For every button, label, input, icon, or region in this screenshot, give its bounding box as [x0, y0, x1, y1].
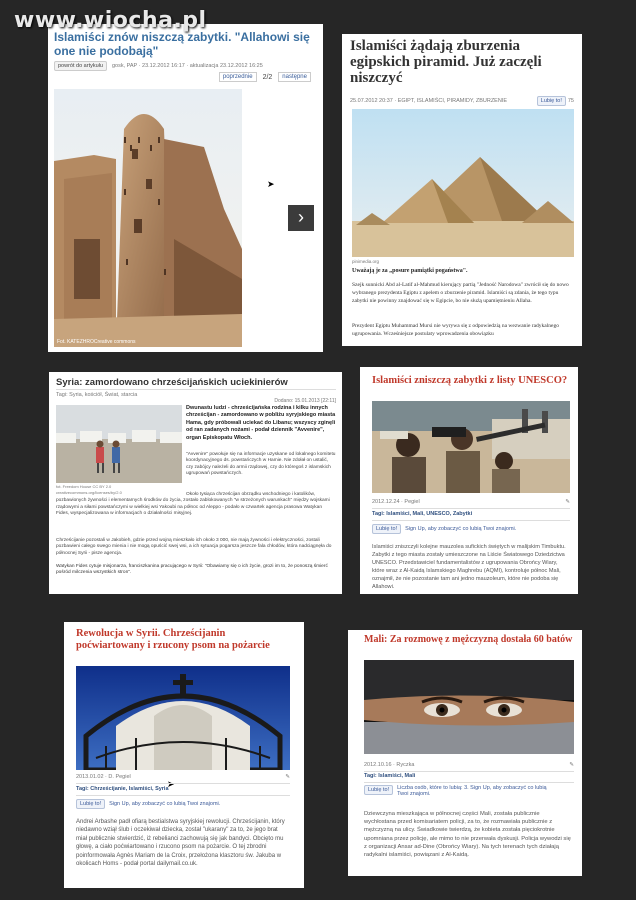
- article-paragraph: Chrześcijanie pozostali w Jakobieh, gdzie przed wojną mieszkało ich około 3 000, nie mają żywności i elektryczności, zostali pozbawieni całego swego mienia i nie mogą opuścić swej wsi, a ich sytuacja pogarsza jeszcze fala chłodów, która nadciągnęła do północnej Syrii - pisze agencja.: [56, 538, 332, 556]
- photo-caption-license: creativecommons.org/licenses/by/2.0: [56, 490, 122, 495]
- article-card-6: [348, 630, 582, 876]
- article-card-2: [342, 34, 582, 346]
- like-button[interactable]: Lubię to!: [537, 96, 566, 106]
- article-card-1: [48, 24, 323, 352]
- mouse-cursor-icon: ➤: [267, 179, 275, 189]
- photo-credit: Fot. KATEZHROCreative commons: [57, 339, 136, 345]
- article-lead: Dwunastu ludzi - chrześcijańska rodzina i kilku innych chrześcijan - zamordowano w pobliżu syryjskiego miasta Hama, gdy próbowali uciekać do Libanu; wszyscy zginęli od ran zadanych nożami - podał dziennik "Avvenire", organ Episkopatu Włoch.: [186, 405, 336, 441]
- article-title[interactable]: Islamiści znów niszczą zabytki. "Allahowi się one nie podobają": [54, 30, 310, 58]
- article-title[interactable]: Rewolucja w Syrii. Chrześcijanin poćwiartowany i rzucony psom na pożarcie: [76, 628, 270, 651]
- article-title[interactable]: Islamiści żądają zburzenia egipskich piramid. Już zaczęli niszczyć: [350, 38, 542, 86]
- article-tags: Tagi: Islamiści, Mali, UNESCO, Zabytki: [372, 511, 473, 517]
- facebook-like-count-text[interactable]: Liczba osób, które to lubią: 3. Sign Up, aby zobaczyć co lubią Twoi znajomi.: [397, 785, 547, 797]
- facebook-signup-text[interactable]: Sign Up, aby zobaczyć co lubią Twoi znajomi.: [405, 526, 517, 532]
- article-card-4: [360, 367, 578, 594]
- article-paragraph: Watykan Fides cytuje misjonarza, franciszkanina pracującego w Syrii: "Obawiamy się o ich życie, grozi im to, że ponoszą śmierć pośród milczenia wszystkich stron".: [56, 564, 328, 576]
- article-tags: Tagi: Syria, kościół, Świat, starcia: [56, 392, 138, 398]
- article-body: Islamiści zniszczyli kolejne mauzolea sufickich świętych w malijskim Timbuktu. Zabytki z tego miasta zostały umieszczone na Liście Światowego Dziedzictwa UNESCO. Przedstawiciel fundamentalistów z ugrupowania Obrońcy Wiary, które wraz z Al-Kaidą Islamskiego Maghrebu (AQMI), kontroluje północ Mali, oznajmił, że nie pozostanie tam ani jedno mauzoleum, które nie podoba się Allahowi.: [372, 544, 566, 590]
- article-date: Dodano: 15.01.2013 [22:11]: [274, 398, 336, 404]
- chevron-right-icon: ›: [298, 207, 304, 227]
- article-card-3: [49, 372, 342, 594]
- article-title[interactable]: Syria: zamordowano chrześcijańskich uciekinierów: [56, 377, 288, 388]
- like-button[interactable]: Lubię to!: [372, 524, 401, 534]
- next-button[interactable]: następne: [278, 72, 311, 82]
- mouse-cursor-icon: ➤: [167, 779, 175, 789]
- article-meta: 2012.10.16 · Ryczka: [364, 762, 415, 768]
- gallery-photo-mosque: [54, 89, 242, 347]
- pager-indicator: 2/2: [262, 73, 273, 81]
- article-photo-refugees: [56, 405, 182, 483]
- article-paragraph: Około tysiąca chrześcijan obrządku wschodniego i katolików, pozbawionych żywności i elementarnych środków do życia, zostało zablokowanych "w strzeżonych warunkach" między wojskami rządowymi a siłami powstańczymi w wielkiej wsi Yakoubi na północ od Aleppo - podało w czwartek agencja prasowa Watykan Fides, wyspecjalizowana w informacjach o działalności misyjnej.: [56, 492, 330, 517]
- gallery-next-arrow[interactable]: [288, 205, 314, 231]
- article-body: Dziewczyna mieszkająca w północnej części Mali, została publicznie wychłostana przed komisariatem policji, za to, że rozmawiała publicznie z mężczyzną na ulicy. Świadkowie twierdzą, że kobieta została pięciokrotnie upomniana przez policję, ale mimo to nie przerwała dyskusji. Policja wywodzi się z organizacji Ansar ad-Dine (Obrońcy Wiary). Na tych terenach tych działają radykalni islamiści, powiązani z Al-Kaidą.: [364, 811, 571, 859]
- article-body: Andrei Arbashe padł ofiarą bestialstwa syryjskiej rewolucji. Chrześcijanin, który niedawno wziął ślub i oczekiwał dziecka, został "ukarany" za to, że jego brat miał publicznie stwierdzić, iż rebelianci zachowują się jak bandyci. Obcięto mu głowę, a ciało poćwiartowano i rzucono psom na pożarcie. O tej zbrodni poinformowała Agnès Mariam de la Croix, przełożona klasztoru św. Jakuba w okolicach Homs - podał portal dailymail.co.uk.: [76, 819, 285, 868]
- like-button[interactable]: Lubię to!: [76, 799, 105, 809]
- article-photo-fighters: [372, 401, 570, 493]
- article-meta: 2012.12.24 · Pegiel: [372, 499, 420, 505]
- article-title[interactable]: Islamiści zniszczą zabytki z listy UNESCO?: [372, 375, 568, 386]
- article-photo-veiled-woman: [364, 660, 574, 754]
- article-paragraph: Szejk sunnicki Abd al-Latif al-Mahmud kierujący partią "Jedność Narodowa" zwrócił się do nowo wybranego prezydenta Egiptu z apelem o zburzenie piramid. Islamiści są zdania, że tego typu zabytki nie powinny znajdować się w Egipcie, bo nie służą upamiętnieniu Allaha.: [352, 282, 569, 304]
- article-tags: Tagi: Chrześcijanie, Islamiści, Syria: [76, 786, 169, 792]
- like-button[interactable]: Lubię to!: [364, 785, 393, 795]
- article-title[interactable]: Mali: Za rozmowę z mężczyzną dostała 60 batów: [364, 634, 573, 645]
- article-photo-pyramids: [352, 109, 574, 257]
- back-to-article-button[interactable]: powrót do artykułu: [54, 61, 107, 71]
- pencil-icon[interactable]: ✎: [569, 762, 574, 768]
- previous-button[interactable]: poprzednie: [219, 72, 257, 82]
- article-card-5: [64, 622, 304, 888]
- site-watermark: www.wiocha.pl: [14, 8, 207, 33]
- article-lead: Uważają je za „posure pamiątki pogaństwa".: [352, 268, 468, 274]
- article-meta: 25.07.2012 20:37 · EGIPT, ISLAMIŚCI, PIRAMIDY, ZBURZENIE: [350, 98, 508, 104]
- article-photo-church: [76, 666, 290, 770]
- article-paragraph: Prezydent Egiptu Muhammad Mursi nie wyrywa się z odpowiedzią na wezwanie radykalnego ugrupowania. Wcześniejsze postulaty wprowadzenia obowiązku: [352, 323, 559, 337]
- facebook-signup-text[interactable]: Sign Up, aby zobaczyć co lubią Twoi znajomi.: [109, 801, 221, 807]
- article-meta: 2013.01.02 · D. Pegiel: [76, 774, 131, 780]
- article-meta: gosk, PAP · 23.12.2012 16:17 · aktualizacja 23.12.2012 16:25: [111, 63, 263, 69]
- article-tags: Tagi: Islamiści, Mali: [364, 773, 416, 779]
- article-paragraph: "Avvenire" powołuje się na informacje uzyskane od lokalnego komitetu koordynacyjnego ds. powstańczych w Hamie. Nie zdołał on ustalić, czy zabójcy należeli do armii rządowej, czy do któregoś z islamskich ugrupowań powstańczych.: [186, 452, 336, 476]
- photo-caption: pinimedia.org: [352, 259, 380, 264]
- pencil-icon[interactable]: ✎: [565, 499, 570, 505]
- like-count: 75: [567, 98, 574, 104]
- pencil-icon[interactable]: ✎: [285, 774, 290, 780]
- photo-caption: fot. Freedom House CC BY 2.0: [56, 484, 112, 489]
